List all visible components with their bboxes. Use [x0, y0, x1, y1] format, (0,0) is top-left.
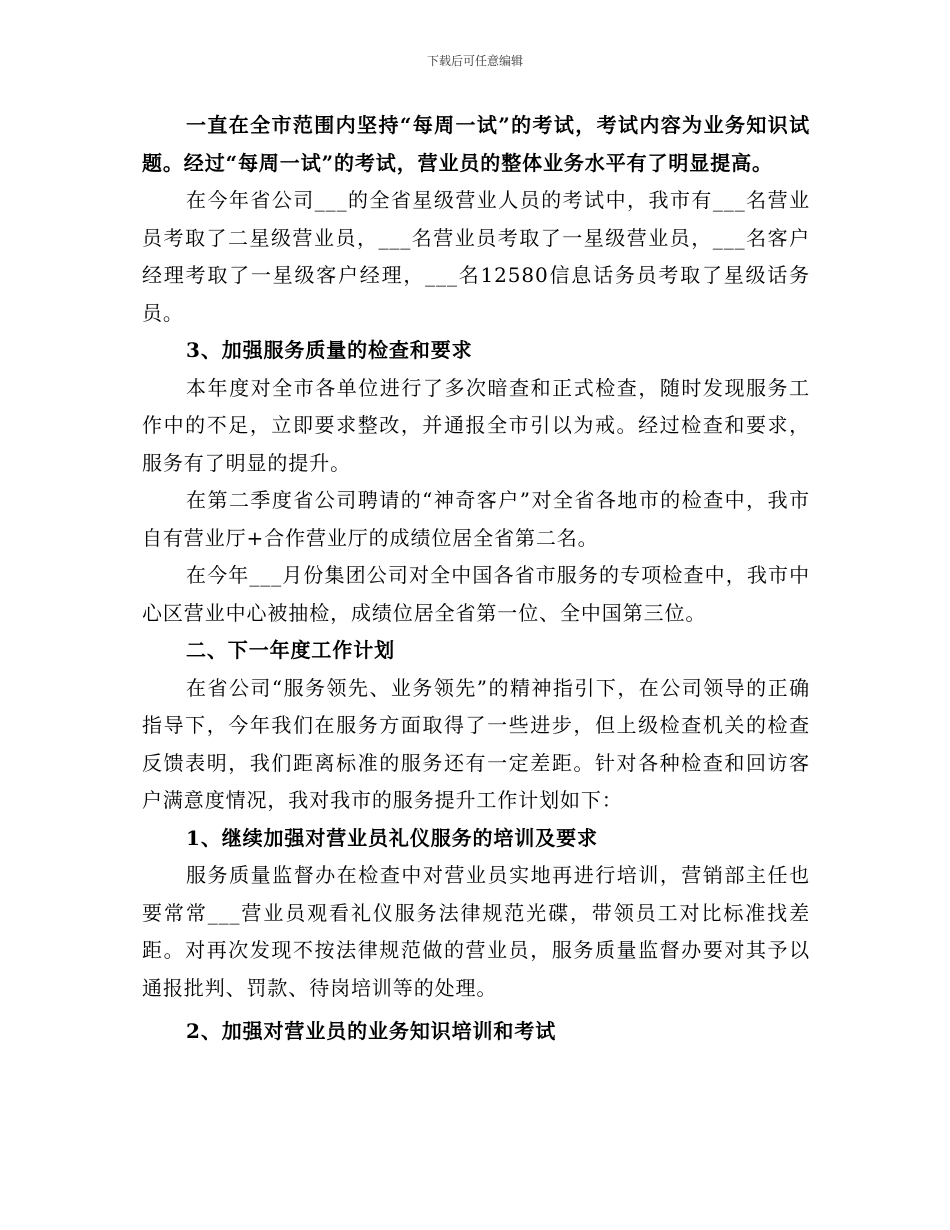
section-heading-knowledge-training: 2、加强对营业员的业务知识培训和考试 — [186, 1019, 557, 1043]
paragraph-star-exam: 在今年省公司___的全省星级营业人员的考试中，我市有___名营业员考取了二星级营业员，___名营业员考取了一星级营业员，___名客户经理考取了一星级客户经理，___名12580信息话务员考取了星级话务员。 — [142, 188, 810, 325]
paragraph-plan-intro: 在省公司“服务领先、业务领先”的精神指引下，在公司领导的正确指导下，今年我们在服务方面取得了一些进步，但上级检查机关的检查反馈表明，我们距离标准的服务还有一定差距。针对各种检查和回访客户满意度情况，我对我市的服务提升工作计划如下： — [142, 675, 810, 812]
section-heading-inspection: 3、加强服务质量的检查和要求 — [186, 338, 473, 362]
paragraph-weekly-test: 一直在全市范围内坚持“每周一试”的考试，考试内容为业务知识试题。经过“每周一试”的考试，营业员的整体业务水平有了明显提高。 — [142, 113, 810, 175]
section-heading-etiquette-training: 1、继续加强对营业员礼仪服务的培训及要求 — [186, 825, 598, 850]
paragraph-mystery-customer: 在第二季度省公司聘请的“神奇客户”对全省各地市的检查中，我市自有营业厅+合作营业厅的成绩位居全省第二名。 — [142, 488, 810, 550]
paragraph-etiquette-training: 服务质量监督办在检查中对营业员实地再进行培训，营销部主任也要常常___营业员观看礼仪服务法律规范光碟，带领员工对比标准找差距。对再次发现不按法律规范做的营业员，服务质量监督办要对其予以通报批判、罚款、待岗培训等的处理。 — [142, 863, 810, 1000]
page-header: 下载后可任意编辑 — [426, 54, 523, 68]
document-body — [142, 107, 810, 1051]
section-heading-next-year-plan: 二、下一年度工作计划 — [186, 638, 395, 662]
paragraph-inspection: 本年度对全市各单位进行了多次暗查和正式检查，随时发现服务工作中的不足，立即要求整改，并通报全市引以为戒。经过检查和要求，服务有了明显的提升。 — [142, 375, 810, 475]
paragraph-group-inspection: 在今年___月份集团公司对全中国各省市服务的专项检查中，我市中心区营业中心被抽检，成绩位居全省第一位、全中国第三位。 — [142, 563, 810, 625]
